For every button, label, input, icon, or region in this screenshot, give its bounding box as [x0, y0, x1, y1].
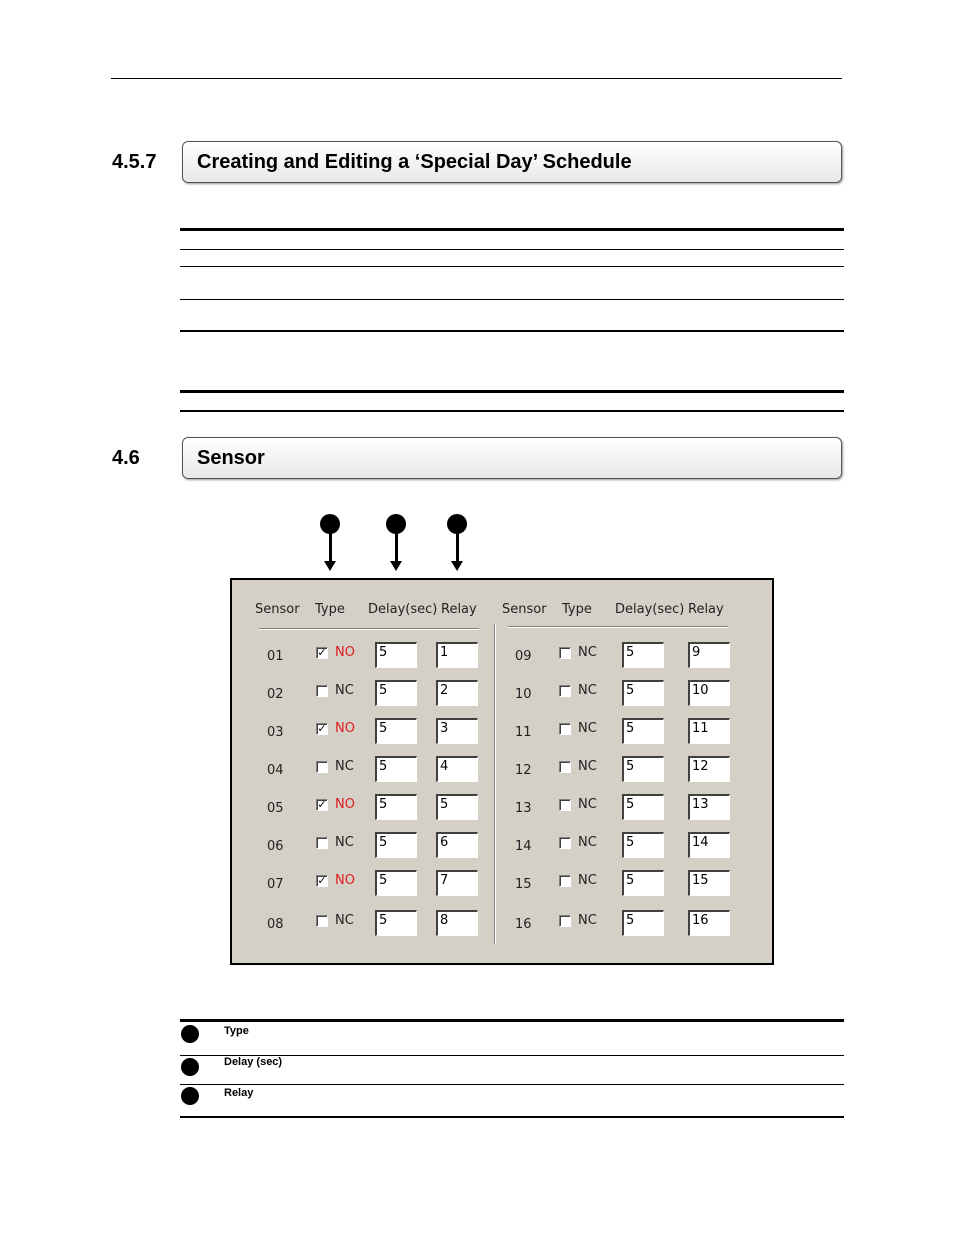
relay-input[interactable]: 10	[688, 680, 730, 706]
delay-input[interactable]: 5	[375, 718, 417, 744]
relay-input[interactable]: 8	[436, 910, 478, 936]
relay-input[interactable]: 5	[436, 794, 478, 820]
sensor-number: 12	[515, 763, 532, 778]
delay-input[interactable]: 5	[375, 910, 417, 936]
column-divider	[494, 624, 496, 944]
header-delay: Delay(sec)	[615, 602, 685, 617]
relay-input[interactable]: 2	[436, 680, 478, 706]
delay-input[interactable]: 5	[622, 832, 664, 858]
type-checkbox[interactable]	[316, 723, 328, 735]
section-number: 4.5.7	[112, 151, 157, 173]
delay-input[interactable]: 5	[375, 832, 417, 858]
type-checkbox[interactable]	[559, 915, 571, 927]
legend-rule	[180, 1019, 844, 1022]
sensor-number: 08	[267, 917, 284, 932]
delay-input[interactable]: 5	[375, 794, 417, 820]
relay-input[interactable]: 3	[436, 718, 478, 744]
type-checkbox[interactable]	[316, 761, 328, 773]
section-title: Creating and Editing a ‘Special Day’ Schedule	[197, 151, 632, 173]
delay-input[interactable]: 5	[622, 680, 664, 706]
type-label[interactable]: NC	[335, 683, 354, 698]
type-label[interactable]: NC	[335, 913, 354, 928]
type-label[interactable]: NC	[578, 759, 597, 774]
type-checkbox[interactable]	[316, 685, 328, 697]
header-type: Type	[315, 602, 345, 617]
sensor-number: 15	[515, 877, 532, 892]
relay-input[interactable]: 1	[436, 642, 478, 668]
delay-input[interactable]: 5	[375, 756, 417, 782]
sensor-settings-panel	[230, 578, 774, 965]
delay-input[interactable]: 5	[375, 642, 417, 668]
checkmark-icon: ✓	[317, 722, 327, 735]
type-checkbox[interactable]	[559, 875, 571, 887]
type-label[interactable]: NC	[335, 835, 354, 850]
relay-input[interactable]: 11	[688, 718, 730, 744]
sensor-number: 14	[515, 839, 532, 854]
section-heading-box	[182, 437, 842, 479]
type-label[interactable]: NC	[578, 721, 597, 736]
type-checkbox[interactable]	[559, 723, 571, 735]
legend-label-type: Type	[224, 1025, 249, 1037]
delay-input[interactable]: 5	[622, 870, 664, 896]
header-relay: Relay	[688, 602, 724, 617]
type-label[interactable]: NC	[578, 913, 597, 928]
table-rule	[180, 410, 844, 412]
relay-input[interactable]: 9	[688, 642, 730, 668]
relay-input[interactable]: 13	[688, 794, 730, 820]
callout-dot-icon	[181, 1025, 199, 1043]
sensor-number: 01	[267, 649, 284, 664]
sensor-number: 06	[267, 839, 284, 854]
table-rule	[180, 249, 844, 250]
callout-dot-icon	[181, 1087, 199, 1105]
sensor-number: 10	[515, 687, 532, 702]
arrow-down-icon	[324, 561, 336, 571]
sensor-number: 03	[267, 725, 284, 740]
checkmark-icon: ✓	[317, 798, 327, 811]
delay-input[interactable]: 5	[622, 910, 664, 936]
section-heading-box	[182, 141, 842, 183]
type-checkbox[interactable]	[559, 761, 571, 773]
header-relay: Relay	[441, 602, 477, 617]
sensor-number: 13	[515, 801, 532, 816]
delay-input[interactable]: 5	[622, 794, 664, 820]
sensor-number: 16	[515, 917, 532, 932]
sensor-number: 02	[267, 687, 284, 702]
type-checkbox[interactable]	[316, 915, 328, 927]
header-delay: Delay(sec)	[368, 602, 438, 617]
type-label[interactable]: NC	[335, 759, 354, 774]
legend-label-delay: Delay (sec)	[224, 1056, 283, 1068]
section-number: 4.6	[112, 447, 140, 469]
section-title: Sensor	[197, 447, 265, 469]
legend-rule	[180, 1084, 844, 1085]
sensor-number: 04	[267, 763, 284, 778]
type-checkbox[interactable]	[316, 875, 328, 887]
type-checkbox[interactable]	[559, 685, 571, 697]
type-label[interactable]: NO	[335, 873, 355, 888]
legend-label-relay: Relay	[224, 1087, 254, 1099]
sensor-number: 11	[515, 725, 532, 740]
sensor-number: 07	[267, 877, 284, 892]
relay-input[interactable]: 15	[688, 870, 730, 896]
callout-stem	[395, 530, 398, 564]
callout-stem	[456, 530, 459, 564]
type-label[interactable]: NO	[335, 645, 355, 660]
type-label[interactable]: NC	[578, 645, 597, 660]
page-header-rule	[111, 78, 842, 79]
type-checkbox[interactable]	[316, 837, 328, 849]
type-label[interactable]: NC	[578, 835, 597, 850]
type-label[interactable]: NC	[578, 873, 597, 888]
type-label[interactable]: NC	[578, 797, 597, 812]
header-type: Type	[562, 602, 592, 617]
type-label[interactable]: NC	[578, 683, 597, 698]
header-sensor: Sensor	[502, 602, 547, 617]
type-label[interactable]: NO	[335, 721, 355, 736]
table-rule	[180, 228, 844, 231]
header-sensor: Sensor	[255, 602, 300, 617]
type-checkbox[interactable]	[559, 837, 571, 849]
arrow-down-icon	[451, 561, 463, 571]
table-rule	[180, 299, 844, 300]
type-label[interactable]: NO	[335, 797, 355, 812]
table-rule	[180, 266, 844, 267]
delay-input[interactable]: 5	[375, 680, 417, 706]
legend-rule	[180, 1116, 844, 1118]
delay-input[interactable]: 5	[622, 756, 664, 782]
checkmark-icon: ✓	[317, 874, 327, 887]
sensor-number: 09	[515, 649, 532, 664]
delay-input[interactable]: 5	[622, 718, 664, 744]
arrow-down-icon	[390, 561, 402, 571]
relay-input[interactable]: 14	[688, 832, 730, 858]
relay-input[interactable]: 4	[436, 756, 478, 782]
header-divider	[508, 626, 728, 628]
delay-input[interactable]: 5	[375, 870, 417, 896]
type-checkbox[interactable]	[316, 647, 328, 659]
delay-input[interactable]: 5	[622, 642, 664, 668]
relay-input[interactable]: 12	[688, 756, 730, 782]
header-divider	[259, 628, 479, 630]
table-rule	[180, 390, 844, 393]
type-checkbox[interactable]	[559, 647, 571, 659]
callout-stem	[329, 530, 332, 564]
table-rule	[180, 330, 844, 332]
callout-dot-icon	[181, 1058, 199, 1076]
type-checkbox[interactable]	[559, 799, 571, 811]
checkmark-icon: ✓	[317, 646, 327, 659]
type-checkbox[interactable]	[316, 799, 328, 811]
sensor-number: 05	[267, 801, 284, 816]
relay-input[interactable]: 7	[436, 870, 478, 896]
relay-input[interactable]: 6	[436, 832, 478, 858]
relay-input[interactable]: 16	[688, 910, 730, 936]
